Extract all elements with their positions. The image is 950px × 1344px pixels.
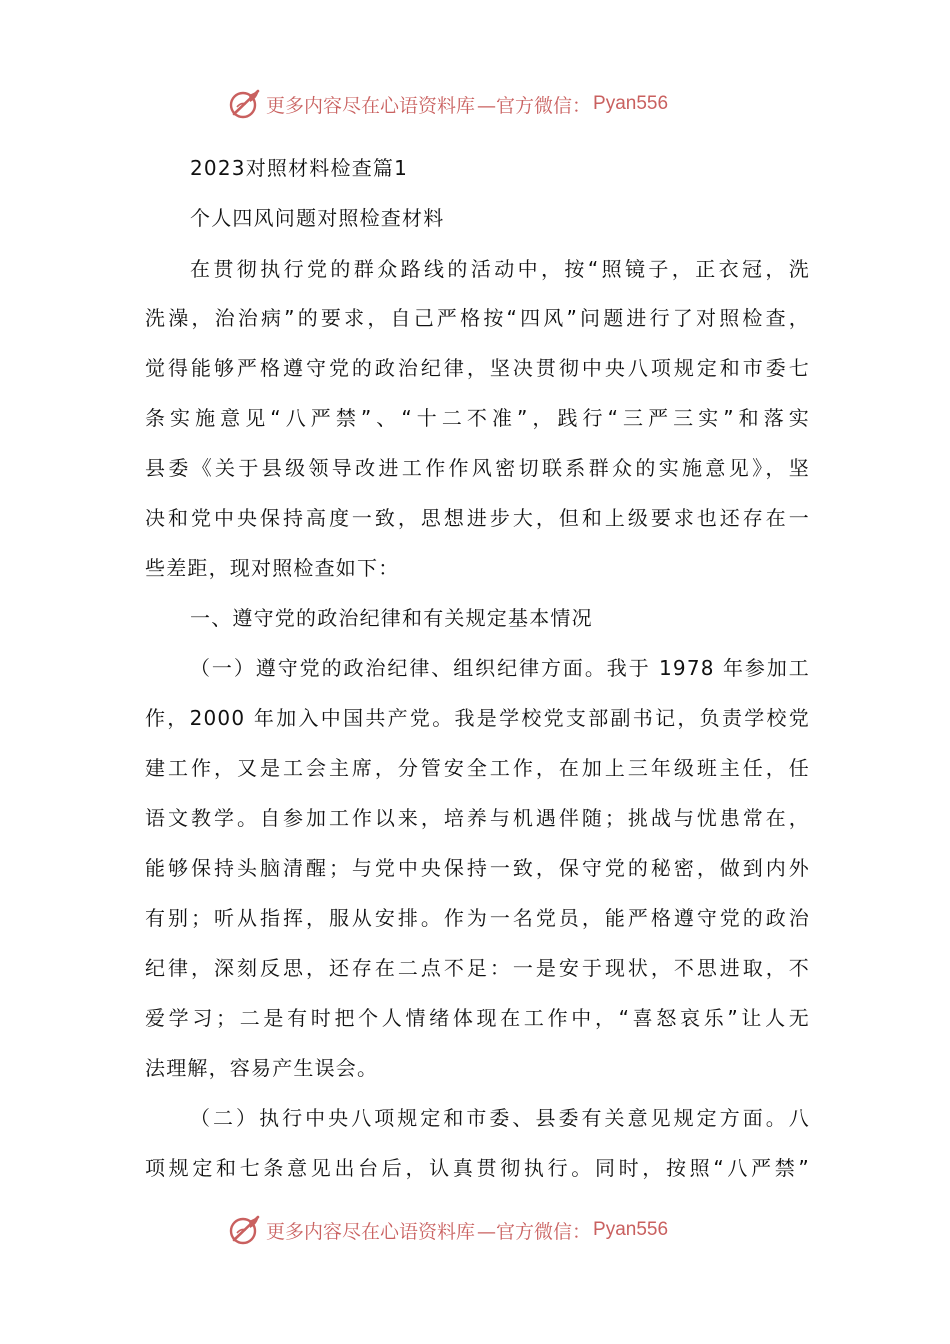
paragraph-line: 觉得能够严格遵守党的政治纪律，坚决贯彻中央八项规定和市委七 — [145, 356, 810, 380]
quill-logo-icon — [228, 1213, 262, 1247]
watermark-wechat-id: Pyan556 — [593, 93, 669, 114]
paragraph-line: 纪律，深刻反思，还存在二点不足：一是安于现状，不思进取，不 — [145, 956, 810, 980]
paragraph-line: 能够保持头脑清醒；与党中央保持一致，保守党的秘密，做到内外 — [145, 856, 810, 880]
document-title: 2023对照材料检查篇1 — [190, 156, 409, 180]
paragraph-line: 建工作，又是工会主席，分管安全工作，在加上三年级班主任，任 — [145, 756, 810, 780]
watermark-wechat-id: Pyan556 — [593, 1219, 669, 1240]
paragraph-line: 条实施意见“八严禁”、“十二不准”，践行“三严三实”和落实 — [145, 406, 810, 430]
paragraph-line: 县委《关于县级领导改进工作作风密切联系群众的实施意见》，坚 — [145, 456, 810, 480]
document-subtitle: 个人四风问题对照检查材料 — [190, 206, 445, 230]
paragraph-line: （二）执行中央八项规定和市委、县委有关意见规定方面。八 — [190, 1106, 810, 1130]
paragraph-line: 在贯彻执行党的群众路线的活动中，按“照镜子，正衣冠，洗 — [190, 257, 810, 281]
footer-watermark — [228, 1210, 668, 1250]
paragraph-line: 决和党中央保持高度一致，思想进步大，但和上级要求也还存在一 — [145, 506, 810, 530]
paragraph-line: 洗澡，治治病”的要求，自己严格按“四风”问题进行了对照检查， — [145, 306, 810, 330]
quill-logo-icon — [228, 87, 262, 121]
paragraph-line: 语文教学。自参加工作以来，培养与机遇伴随；挑战与忧患常在， — [145, 806, 810, 830]
paragraph-line: 法理解，容易产生误会。 — [145, 1056, 379, 1080]
watermark-sub-text: —官方微信： — [477, 94, 592, 117]
paragraph-line: （一）遵守党的政治纪律、组织纪律方面。我于 1978 年参加工 — [190, 656, 810, 680]
watermark-main-text: 更多内容尽在心语资料库 — [266, 1220, 476, 1243]
section-heading: 一、遵守党的政治纪律和有关规定基本情况 — [190, 606, 593, 630]
paragraph-line: 作，2000 年加入中国共产党。我是学校党支部副书记，负责学校党 — [145, 706, 810, 730]
paragraph-line: 些差距，现对照检查如下： — [145, 556, 400, 580]
paragraph-line: 项规定和七条意见出台后，认真贯彻执行。同时，按照“八严禁” — [145, 1156, 810, 1180]
paragraph-line: 爱学习；二是有时把个人情绪体现在工作中，“喜怒哀乐”让人无 — [145, 1006, 810, 1030]
header-watermark — [228, 84, 668, 124]
watermark-sub-text: —官方微信： — [477, 1220, 592, 1243]
paragraph-line: 有别；听从指挥，服从安排。作为一名党员，能严格遵守党的政治 — [145, 906, 810, 930]
watermark-main-text: 更多内容尽在心语资料库 — [266, 94, 476, 117]
